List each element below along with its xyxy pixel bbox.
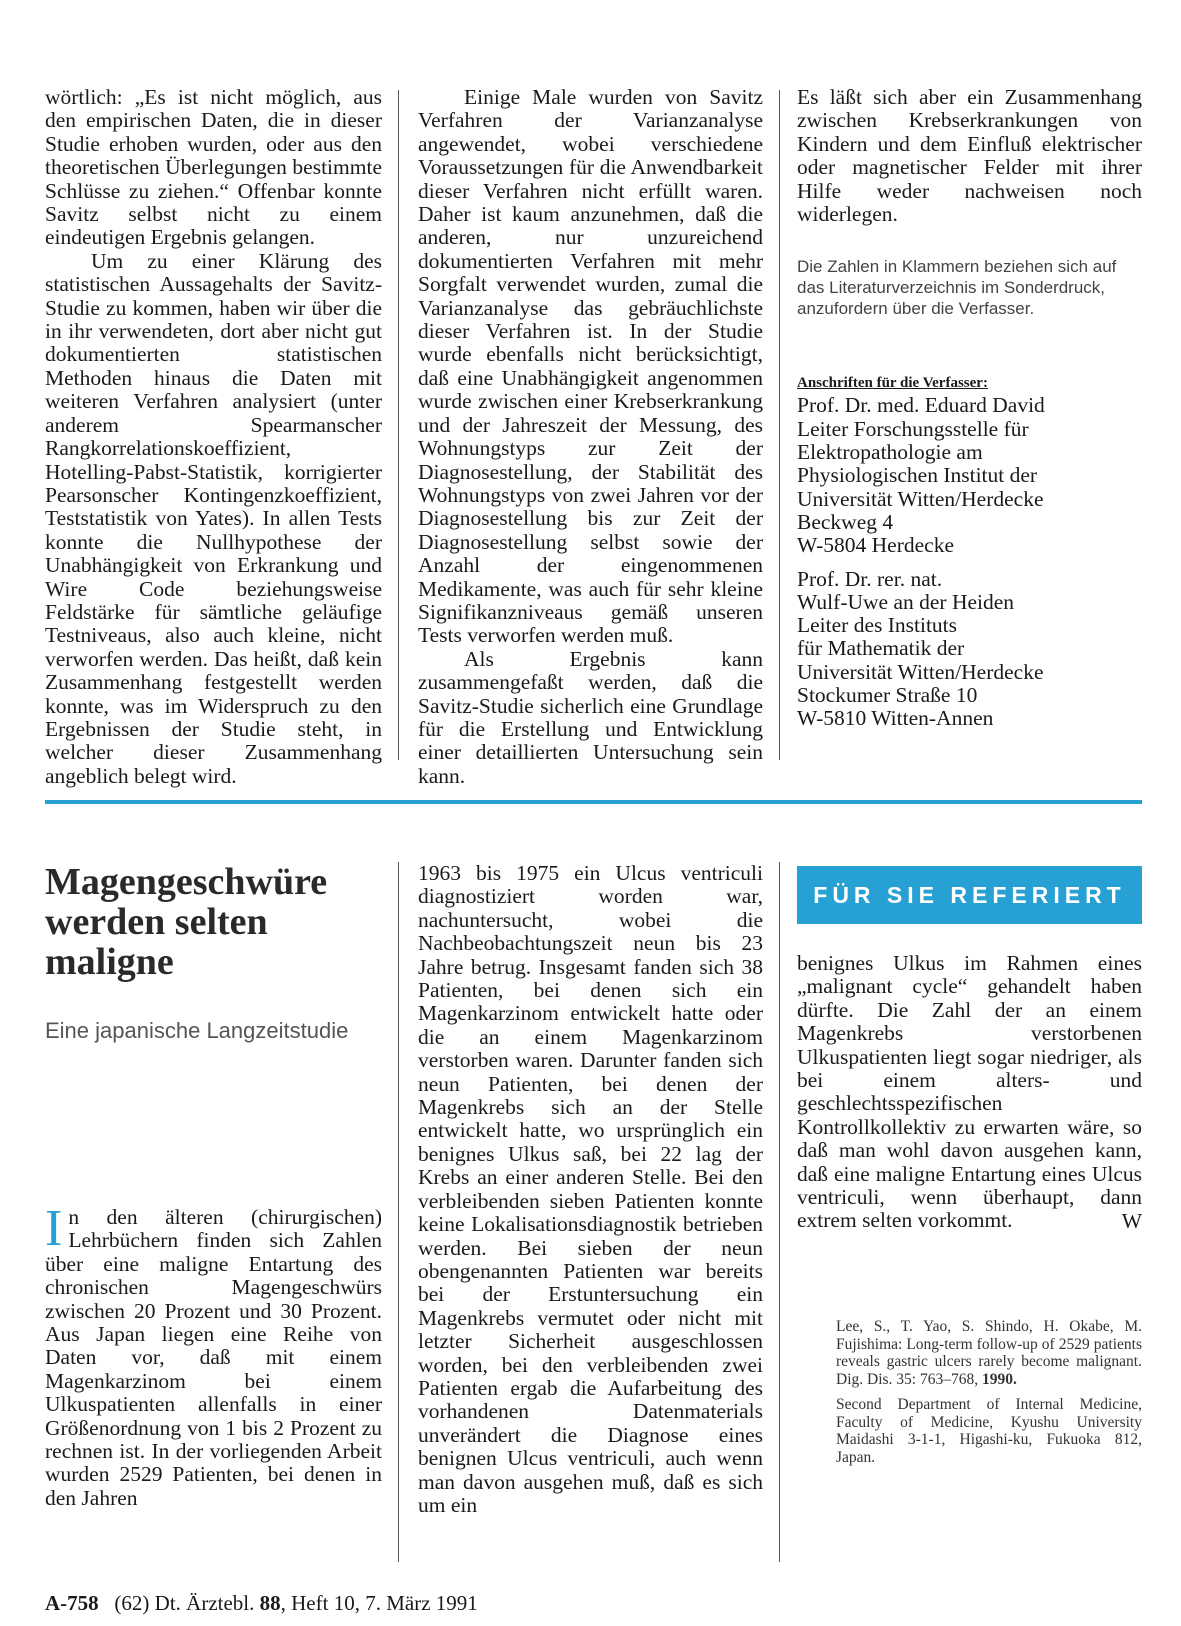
paragraph-text: n den älteren (chirurgischen) Lehrbüchern finden sich Zahlen über eine maligne Entartung des chronischen Magengeschwürs zwischen 20 Prozent und 30 Prozent. Aus Japan liegen eine Reihe von Daten vor, daß mit einem Magenkarzinom bei einem Ulkuspatienten allenfalls in einer Größenordnung von 1 bis 2 Prozent zu rechnen ist. In der vorliegenden Arbeit wurden 2529 Patienten, bei denen in den Jahren [45,1205,382,1510]
address-line: Universität Witten/Herdecke [797,659,1044,684]
address-heiden [797,568,1142,731]
address-line: W-5810 Witten-Annen [797,706,994,731]
issue-prefix: (62) Dt. Ärztebl. [114,1591,255,1615]
top-col1 [45,86,382,788]
address-line: Wulf-Uwe an der Heiden [797,589,1015,614]
address-line: Universität Witten/Herdecke [797,486,1044,511]
address-label: Anschriften für die Verfasser: [797,375,988,392]
volume-number: 88 [259,1591,281,1615]
column-divider [398,90,399,760]
address-line: Prof. Dr. med. Eduard David [797,393,1045,418]
address-line: Stockumer Straße 10 [797,683,978,707]
page-number: A-758 [45,1591,99,1615]
section-banner: FÜR SIE REFERIERT [797,866,1142,924]
address-line: Prof. Dr. rer. nat. [797,566,943,591]
citation-year: 1990. [981,1370,1017,1388]
drop-cap: I [45,1200,63,1257]
article-subheadline: Eine japanische Langzeitstudie [45,1018,349,1043]
citation-text: Lee, S., T. Yao, S. Shindo, H. Okabe, M. Fujishima: Long-term follow-up of 2529 patients reveals gastric ulcers rarely become malignant. Dig. Dis. 35: 763–768, [836,1318,1142,1388]
address-line: für Mathematik der [797,636,965,661]
paragraph: Es läßt sich aber ein Zusammenhang zwischen Krebserkrankungen von Kindern und dem Einfluß elektrischer oder magnetischer Felder mit ihrer Hilfe weder nachweisen noch widerlegen. [797,85,1142,227]
paragraph: benignes Ulkus im Rahmen eines „malignant cycle“ gehandelt haben dürfte. Die Zahl der an einem Magenkrebs verstorbenen Ulkuspatienten liegt sogar niedriger, als bei einem alters- und geschlechtsspezifischen Kontrollkollektiv zu erwarten wäre, so daß man wohl davon ausgehen kann, daß eine maligne Entartung eines Ulcus ventriculi, wenn überhaupt, dann extrem selten vorkommt. [797,951,1142,1233]
paragraph: 1963 bis 1975 ein Ulcus ventriculi diagnostiziert worden war, nachuntersucht, wobei die Nachbeobachtungszeit neun bis 23 Jahre betrug. Insgesamt fanden sich 38 Patienten, bei denen sich ein Magenkarzinom entwickelt hatte oder die an einem Magenkarzinom verstorben waren. Darunter fanden sich neun Patienten, bei denen der Magenkrebs sich an der Stelle entwickelt hatte, wo ursprünglich ein benignes Ulkus saß, bei 22 lag der Krebs an einer anderen Stelle. Bei den verbleibenden sieben Patienten konnte keine Lokalisationsdiagnostik betrieben werden. Bei sieben der neun obengenannten Patienten war bereits bei der Erstuntersuchung ein Magenkrebs vermutet oder nicht mit letzter Sicherheit ausgeschlossen worden, bei den verbleibenden zwei Patienten ergab die Aufarbeitung des vorhandenen Datenmaterials unverändert die Diagnose eines benignen Ulcus ventriculi, auch wenn man davon ausgehen muß, daß es sich um ein [418,861,763,1517]
address-line: W-5804 Herdecke [797,533,954,558]
bottom-col2 [418,862,763,1517]
address-line: Elektropathologie am [797,440,983,465]
address-line: Leiter des Instituts [797,613,958,638]
column-divider [779,862,780,1562]
address-line: Leiter Forschungsstelle für [797,416,1029,441]
address-david [797,394,1142,557]
column-divider [398,862,399,1562]
top-col2 [418,86,763,788]
paragraph: Als Ergebnis kann zusammengefaßt werden, daß die Savitz-Studie sicherlich eine Grundlage für die Erstellung und Entwicklung einer detaillierten Untersuchung sein kann. [418,646,763,788]
column-divider [779,90,780,760]
issue-details: , Heft 10, 7. März 1991 [280,1591,478,1615]
paragraph [45,1200,382,1510]
section-divider [45,800,1142,804]
citation [836,1318,1142,1388]
bottom-col1 [45,1200,382,1510]
article-headline: Magengeschwüre werden selten maligne [45,861,328,983]
reference-block [836,1318,1142,1466]
address-line: Beckweg 4 [797,509,894,534]
bottom-col3 [797,952,1142,1233]
page-footer [45,1591,478,1616]
literature-note: Die Zahlen in Klammern beziehen sich auf das Literaturverzeichnis im Sonderdruck, anzufordern über die Verfasser. [797,257,1117,319]
top-col3 [797,86,1142,731]
paragraph: Einige Male wurden von Savitz Verfahren der Varianzanalyse angewendet, wobei verschiedene Voraussetzungen für die Anwendbarkeit dieser Verfahren nicht erfüllt waren. Daher ist kaum anzunehmen, daß die anderen, nur unzureichend dokumentierten Verfahren mit mehr Sorgfalt verwendet wurden, zumal die Varianzanalyse das gebräuchlichste dieser Verfahren ist. In der Studie wurde ebenfalls nicht berücksichtigt, daß eine Unabhängigkeit angenommen wurde zwischen einer Krebserkrankung und der Jahreszeit der Messung, des Wohnungstyps zur Zeit der Diagnosestellung, der Stabilität des Wohnungstyps von zwei Jahren vor der Diagnosestellung bis zur Zeit der Diagnosestellung selbst sowie der Anzahl der eingenommenen Medikamente, was auch für sehr kleine Signifikanzniveaus gemäß unseren Tests verworfen werden muß. [418,85,763,648]
author-signature: W [1121,1208,1142,1233]
paragraph: wörtlich: „Es ist nicht möglich, aus den empirischen Daten, die in dieser Studie erhoben wurden, oder aus den theoretischen Überlegungen bestimmte Schlüsse zu ziehen.“ Offenbar konnte Savitz selbst nicht zu einem eindeutigen Ergebnis gelangen. [45,85,382,250]
affiliation: Second Department of Internal Medicine, Faculty of Medicine, Kyushu University Maidashi 3-1-1, Higashi-ku, Fukuoka 812, Japan. [836,1396,1142,1466]
paragraph: Um zu einer Klärung des statistischen Aussagehalts der Savitz-Studie zu kommen, haben wir über die in ihr verwendeten, dort aber nicht gut dokumentierten statistischen Methoden hinaus die Daten mit weiteren Verfahren analysiert (unter anderem Spearmanscher Rangkorrelationskoeffizient, Hotelling-Pabst-Statistik, korrigierter Pearsonscher Kontingenzkoeffizient, Teststatistik von Yates). In allen Tests konnte die Nullhypothese der Unabhängigkeit von Erkrankung und Wire Code beziehungsweise Feldstärke für sämtliche geläufige Testniveaus, also auch kleine, nicht verworfen werden. Das heißt, daß kein Zusammenhang festgestellt werden konnte, was im Widerspruch zu den Ergebnissen der Studie steht, in welcher dieser Zusammenhang angeblich belegt wird. [45,248,382,788]
address-line: Physiologischen Institut der [797,463,1038,488]
